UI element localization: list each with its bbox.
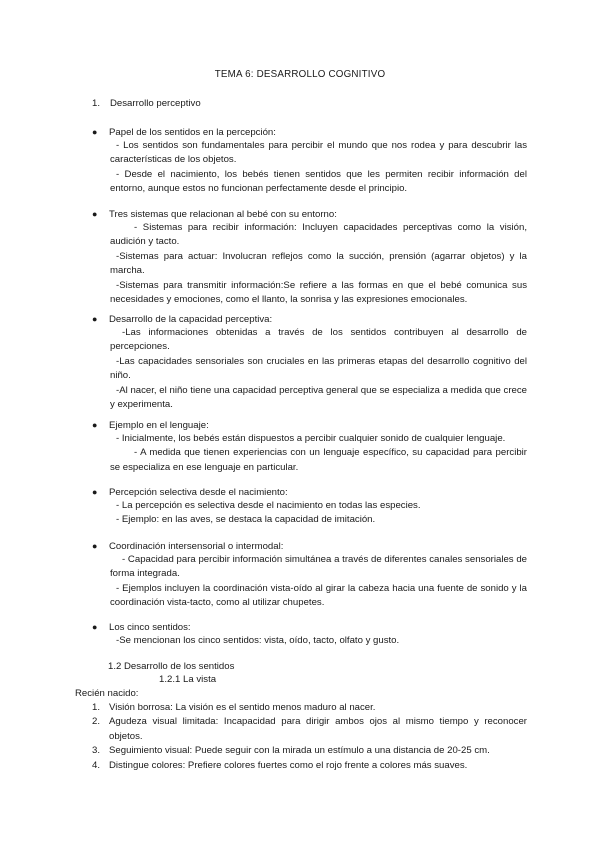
bullet-heading-text: Tres sistemas que relacionan al bebé con su entorno: xyxy=(109,209,337,220)
paragraph: - Ejemplos incluyen la coordinación vista-oído al girar la cabeza hacia una fuente de sonido y la coordinación vista-tacto, como al utilizar chupetes. xyxy=(110,582,527,609)
list-item xyxy=(92,759,527,773)
list-item xyxy=(92,701,527,715)
section-1-number: 1. xyxy=(92,98,101,109)
section-1-heading xyxy=(92,97,201,111)
list-text: Distingue colores: Prefiere colores fuertes como el rojo frente a colores más suaves. xyxy=(109,759,468,771)
bullet-body xyxy=(110,634,527,648)
paragraph: - Sistemas para recibir información: Incluyen capacidades perceptivas como la visión, audición y tacto. xyxy=(110,222,527,248)
bullet-body xyxy=(110,326,527,412)
bullet-dot: ● xyxy=(92,127,98,137)
section-1-label: Desarrollo perceptivo xyxy=(110,98,201,109)
bullet-body xyxy=(110,553,527,611)
paragraph: -Las informaciones obtenidas a través de los sentidos contribuyen al desarrollo de percepciones. xyxy=(110,327,527,353)
bullet-heading-text: Papel de los sentidos en la percepción: xyxy=(109,127,276,138)
list-item xyxy=(92,744,527,758)
paragraph: - A medida que tienen experiencias con un lenguaje específico, su capacidad para percibir se especializa en ese lenguaje en particular. xyxy=(110,447,527,473)
bullet-body xyxy=(110,499,527,528)
bullet-heading-text: Percepción selectiva desde el nacimiento: xyxy=(109,487,288,498)
bullet-dot: ● xyxy=(92,420,98,430)
bullet-body xyxy=(110,432,527,475)
list-text: Seguimiento visual: Puede seguir con la mirada un estímulo a una distancia de 20-25 cm. xyxy=(109,745,490,757)
bullet-heading-text: Coordinación intersensorial o intermodal: xyxy=(109,541,284,552)
bullet-heading-text: Ejemplo en el lenguaje: xyxy=(109,420,209,431)
bullet-dot: ● xyxy=(92,622,98,632)
paragraph: -Al nacer, el niño tiene una capacidad perceptiva general que se especializa a medida que crece y experimenta. xyxy=(110,384,527,411)
bullet-heading-text: Desarrollo de la capacidad perceptiva: xyxy=(109,314,273,325)
list-text: Visión borrosa: La visión es el sentido menos maduro al nacer. xyxy=(109,702,376,713)
paragraph: -Sistemas para actuar: Involucran reflejos como la succión, prensión (agarrar objetos) y la marcha. xyxy=(110,250,527,277)
section-1-2-1-heading: 1.2.1 La vista xyxy=(159,674,217,685)
paragraph: - Desde el nacimiento, los bebés tienen sentidos que les permiten recibir información del entorno, aunque estos no funcionan perfectamente desde el principio. xyxy=(110,168,527,195)
paragraph: - Ejemplo: en las aves, se destaca la capacidad de imitación. xyxy=(116,514,376,526)
bullet-dot: ● xyxy=(92,209,98,219)
recien-nacido-list xyxy=(92,701,527,773)
paragraph: -Se mencionan los cinco sentidos: vista, oído, tacto, olfato y gusto. xyxy=(116,635,400,646)
recien-nacido-label: Recién nacido: xyxy=(75,688,139,699)
bullet-body xyxy=(110,139,527,197)
bullet-dot: ● xyxy=(92,314,98,324)
bullet-heading-text: Los cinco sentidos: xyxy=(109,622,191,633)
paragraph: - La percepción es selectiva desde el nacimiento en todas las especies. xyxy=(116,500,421,511)
paragraph: - Capacidad para percibir información simultánea a través de diferentes canales sensoriales de forma integrada. xyxy=(110,554,527,580)
document-title: TEMA 6: DESARROLLO COGNITIVO xyxy=(214,69,386,80)
paragraph: -Las capacidades sensoriales son cruciales en las primeras etapas del desarrollo cognitivo del niño. xyxy=(110,355,527,382)
bullet-body xyxy=(110,221,527,307)
paragraph: -Sistemas para transmitir información:Se refiere a las formas en que el bebé comunica sus necesidades y emociones, como el llanto, la sonrisa y las expresiones emocionales. xyxy=(110,279,527,306)
list-number: 4. xyxy=(92,759,101,771)
list-number: 1. xyxy=(92,702,101,713)
list-item xyxy=(92,715,527,744)
section-1-2-heading: 1.2 Desarrollo de los sentidos xyxy=(108,661,235,672)
list-text: Agudeza visual limitada: Incapacidad para dirigir ambos ojos al mismo tiempo y reconocer objetos. xyxy=(109,716,527,742)
bullet-dot: ● xyxy=(92,487,98,497)
list-number: 2. xyxy=(92,716,101,728)
paragraph: - Inicialmente, los bebés están dispuestos a percibir cualquier sonido de cualquier lenguaje. xyxy=(116,433,506,444)
list-number: 3. xyxy=(92,745,101,757)
bullet-dot: ● xyxy=(92,541,98,551)
paragraph: - Los sentidos son fundamentales para percibir el mundo que nos rodea y para descubrir las características de los objetos. xyxy=(110,140,527,166)
